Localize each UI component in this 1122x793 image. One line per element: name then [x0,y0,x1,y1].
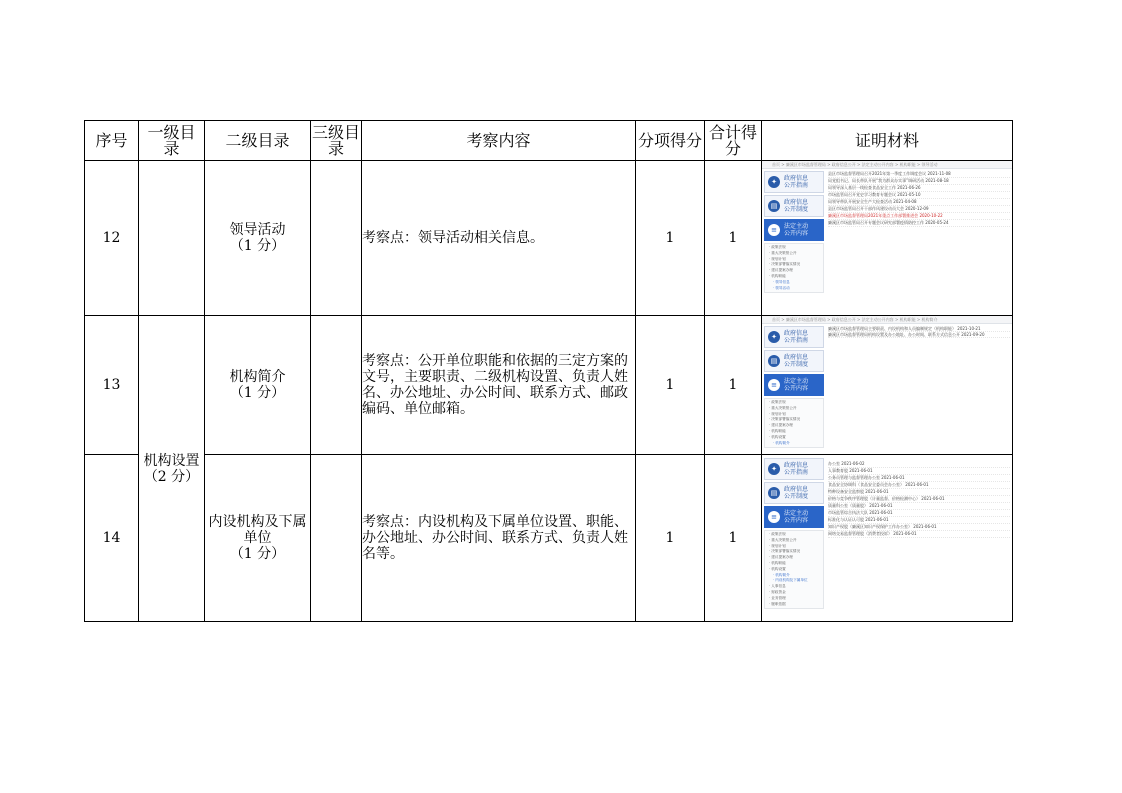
row-content: 考察点：领导活动相关信息。 [362,161,636,316]
list-item[interactable]: 标准化与认证认可股 2021-06-01 [828,517,1010,524]
breadcrumb: 首页 > 廉溪区市场监督管理局 > 政府信息公开 > 法定主动公开内容 > 机构职能 > 领导活动 [762,161,1012,169]
tile-system[interactable] [764,350,824,372]
menu-item[interactable]: · 机构设置 [769,434,786,439]
list-item[interactable]: 局领导带队开展安全生产大检查活动 2021-04-08 [828,199,1010,206]
compass-icon: ✦ [768,331,780,343]
row-level3-empty [311,455,362,622]
news-list [828,326,1010,338]
row-total-score: 1 [705,161,762,316]
row-level2: 内设机构及下属 单位 （1 分） [205,455,311,622]
side-menu [764,398,824,448]
table-row [85,161,1013,316]
list-item[interactable]: 网络交易监督管理股（消费者投诉） 2021-06-01 [828,531,1010,538]
list-icon: ≡ [768,224,780,236]
menu-item[interactable]: · 决策部署落实情况 [769,262,801,267]
menu-item[interactable]: · 决策部署落实情况 [769,549,801,554]
list-item[interactable]: 廉溪区市场监督管理局主要职责、内设机构和人员编制规定（机构职能） 2021-10-21 [828,326,1010,332]
row-content: 考察点：公开单位职能和依据的三定方案的文号，主要职责、二级机构设置、负责人姓名、办公地址、办公时间、联系方式、邮政编码、单位邮箱。 [362,316,636,455]
row-seq: 14 [85,455,139,622]
menu-item[interactable]: · 政策法规 [769,532,786,536]
tile-label: 法定主动 公开内容 [784,223,809,237]
row-seq: 13 [85,316,139,455]
tile-label: 政府信息 公开指南 [784,462,809,476]
menu-item[interactable]: · 重大决策预公开 [769,250,797,255]
row-level1-group: 机构设置 （2 分） [139,316,205,622]
proof-screenshot-internal-units [762,455,1013,622]
menu-item[interactable]: · 机构简介 [773,572,790,577]
document-icon: ▤ [768,200,780,212]
menu-item[interactable]: · 建议提案办理 [769,423,793,428]
sidebar [764,326,824,448]
menu-item[interactable]: · 机构设置 [769,566,786,571]
list-item[interactable]: 局领导深入基层一线检查食品安全工作 2021-06-26 [828,185,1010,192]
menu-item[interactable]: · 履职依据 [769,601,786,606]
header-content: 考察内容 [362,121,636,161]
menu-item[interactable]: · 重大决策预公开 [769,405,797,410]
menu-item[interactable]: · 领导信息 [773,279,790,284]
list-item[interactable]: 公务员管理与监督管理办公室 2021-06-01 [828,475,1010,482]
side-menu [764,243,824,293]
menu-item[interactable]: · 建议提案办理 [769,555,793,560]
menu-item[interactable]: · 规划计划 [769,411,786,416]
row-item-score: 1 [636,316,705,455]
list-item[interactable]: 特种设备安全监察股 2021-06-01 [828,489,1010,496]
proof-screenshot-org-profile [762,316,1013,455]
breadcrumb: 首页 > 廉溪区市场监督管理局 > 政府信息公开 > 法定主动公开内容 > 机构职能 > 机构简介 [762,316,1012,324]
evaluation-table [84,120,1013,622]
side-menu [764,530,824,609]
menu-item[interactable]: · 规划计划 [769,256,786,261]
compass-icon: ✦ [768,463,780,475]
document-icon: ▤ [768,487,780,499]
list-item[interactable]: 食品安全协调科（食品安全委员会办公室） 2021-06-01 [828,482,1010,489]
news-list [828,461,1010,538]
menu-item[interactable]: · 政策法规 [769,245,786,249]
compass-icon: ✦ [768,176,780,188]
menu-item[interactable]: · 机构职能 [769,273,786,278]
list-item[interactable]: 知识产权股（廉溪区知识产权保护工作办公室） 2021-06-01 [828,524,1010,531]
row-seq: 12 [85,161,139,316]
header-row [85,121,1013,161]
header-seq: 序号 [85,121,139,161]
tile-active[interactable] [764,219,824,241]
row-level3-empty [311,161,362,316]
list-icon: ≡ [768,379,780,391]
header-level3: 三级目 录 [311,121,362,161]
tile-guide[interactable] [764,326,824,348]
sidebar [764,171,824,293]
list-item[interactable]: 人事教育股 2021-06-01 [828,468,1010,475]
menu-item[interactable]: · 建议提案办理 [769,268,793,273]
list-item[interactable]: 市场监管局召开党史学习教育专题会议 2021-05-10 [828,192,1010,199]
header-level1: 一级目 录 [139,121,205,161]
row-item-score: 1 [636,161,705,316]
menu-item[interactable]: · 重大决策预公开 [769,537,797,542]
document-icon: ▤ [768,355,780,367]
tile-active[interactable] [764,374,824,396]
menu-item[interactable]: · 机构职能 [769,428,786,433]
tile-label: 政府信息 公开制度 [784,354,809,368]
tile-label: 法定主动 公开内容 [784,378,809,392]
proof-screenshot-leader-activity [762,161,1013,316]
menu-item[interactable]: · 政策法规 [769,400,786,404]
header-level2: 二级目录 [205,121,311,161]
menu-item[interactable]: · 机构职能 [769,560,786,565]
menu-item[interactable]: · 领导活动 [773,285,790,290]
list-icon: ≡ [768,511,780,523]
tile-guide[interactable] [764,458,824,480]
list-item[interactable]: 办公室 2021-06-02 [828,461,1010,468]
list-item[interactable]: 廉溪区市场监督管理局2021年重点工作部署推进会 2020-10-22 [828,213,1010,220]
list-item[interactable]: 廉溪区市场监督管理局机构设置及办公地址、办公时间、联系方式信息公开 2021-09-20 [828,332,1010,338]
menu-item[interactable]: · 决策部署落实情况 [769,417,801,422]
header-proof: 证明材料 [762,121,1013,161]
header-total-score: 合计得 分 [705,121,762,161]
table-row [85,455,1013,622]
tile-label: 法定主动 公开内容 [784,510,809,524]
menu-item[interactable]: · 机构简介 [773,440,790,445]
tile-system[interactable] [764,195,824,217]
list-item[interactable]: 市场监管综合执法大队 2021-06-01 [828,510,1010,517]
list-item[interactable]: 价格与竞争秩序管理股（计量监督、价格检测中心） 2021-06-01 [828,496,1010,503]
sidebar [764,458,824,609]
tile-label: 政府信息 公开指南 [784,175,809,189]
row-total-score: 1 [705,316,762,455]
list-item[interactable]: 廉溪区市场监管局召开专题会议研究部署疫情防控工作 2020-05-24 [828,220,1010,227]
tile-active[interactable] [764,506,824,528]
tile-label: 政府信息 公开指南 [784,330,809,344]
list-item[interactable]: 县区市场监管局召开干部作风建设动员大会 2020-12-09 [828,206,1010,213]
tile-label: 政府信息 公开制度 [784,486,809,500]
list-item[interactable]: 质量科公室（质量股） 2021-06-01 [828,503,1010,510]
table-row [85,316,1013,455]
list-item[interactable]: 局党组书记、局长带队开展“我为群众办实事”调研活动 2021-08-18 [828,178,1010,185]
row-content: 考察点：内设机构及下属单位设置、职能、办公地址、办公时间、联系方式、负责人姓名等。 [362,455,636,622]
menu-item[interactable]: · 财政资金 [769,589,786,594]
row-level1-empty [139,161,205,316]
menu-item[interactable]: · 业务管理 [769,595,786,600]
row-total-score: 1 [705,455,762,622]
menu-item[interactable]: · 人事信息 [769,584,786,589]
menu-item[interactable]: · 规划计划 [769,543,786,548]
row-level3-empty [311,316,362,455]
row-item-score: 1 [636,455,705,622]
tile-system[interactable] [764,482,824,504]
tile-guide[interactable] [764,171,824,193]
news-list [828,171,1010,227]
list-item[interactable]: 县区市场监督管理局召开2021年第一季度工作调度会议 2021-11-08 [828,171,1010,178]
header-item-score: 分项得分 [636,121,705,161]
menu-item[interactable]: · 内设机构及下属单位 [773,578,808,583]
row-level2: 领导活动 （1 分） [205,161,311,316]
tile-label: 政府信息 公开制度 [784,199,809,213]
row-level2: 机构简介 （1 分） [205,316,311,455]
